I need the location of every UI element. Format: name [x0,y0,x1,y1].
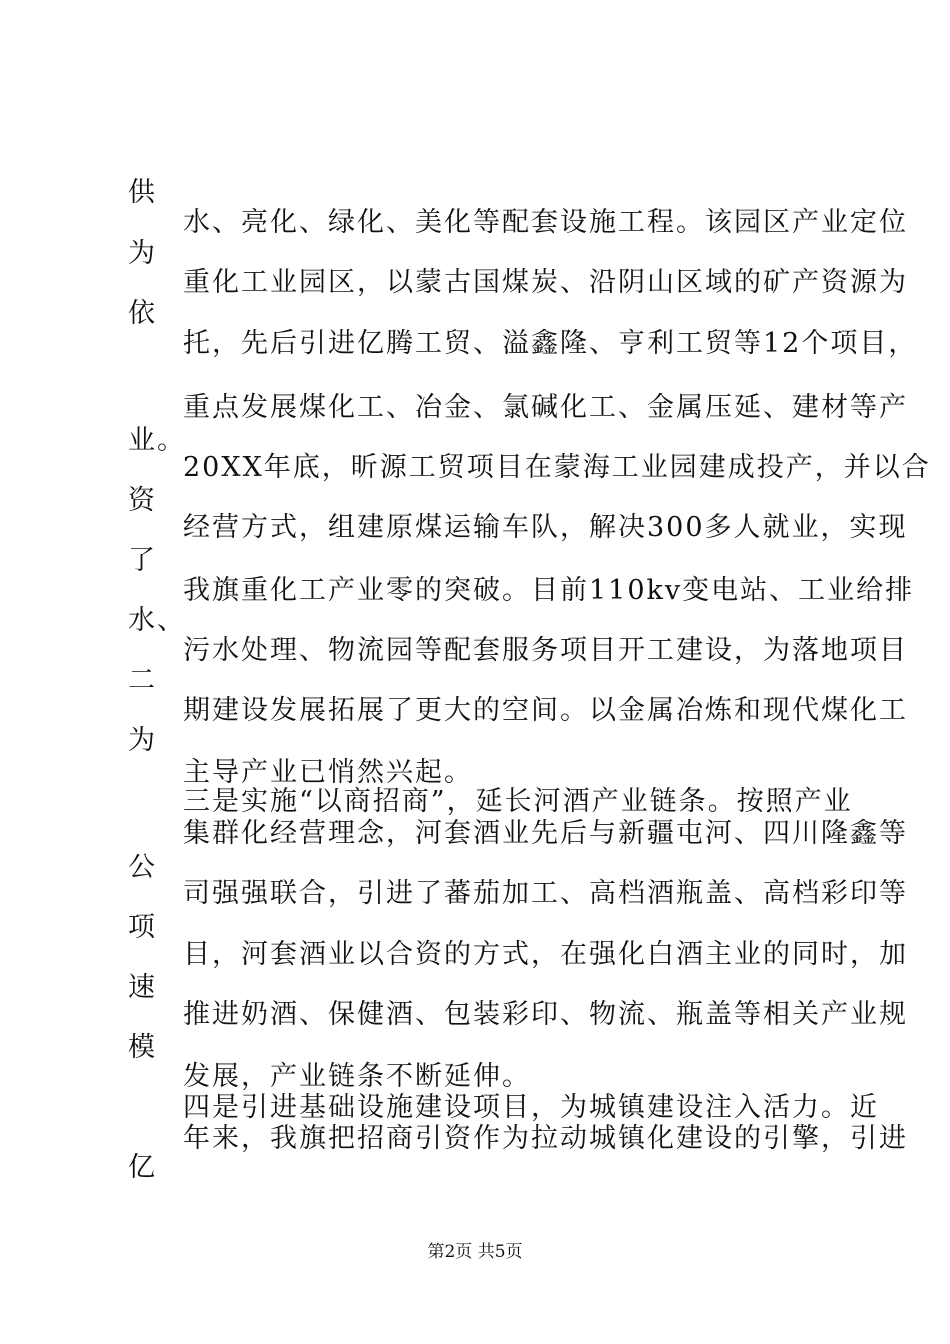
side-char: 业。 [128,425,186,456]
text-line: 发展，产业链条不断延伸。 [183,1061,531,1092]
side-char: 公 [128,852,157,883]
text-line: 期建设发展拓展了更大的空间。以金属冶炼和现代煤化工 [183,695,908,726]
text-line: 年来，我旗把招商引资作为拉动城镇化建设的引擎，引进 [183,1123,908,1154]
side-char: 为 [128,725,157,756]
text-line: 水、亮化、绿化、美化等配套设施工程。该园区产业定位 [183,207,908,238]
text-line: 重点发展煤化工、冶金、氯碱化工、金属压延、建材等产 [183,392,908,423]
side-char: 依 [128,298,157,329]
side-char: 速 [128,972,157,1003]
page-footer: 第2页 共5页 [427,1242,523,1262]
side-char: 二 [128,665,157,696]
text-line: 推进奶酒、保健酒、包装彩印、物流、瓶盖等相关产业规 [183,999,908,1030]
text-line: 20XX年底，昕源工贸项目在蒙海工业园建成投产，并以合 [183,452,931,483]
text-line: 司强强联合，引进了蕃茄加工、高档酒瓶盖、高档彩印等 [183,878,908,909]
text-line: 四是引进基础设施建设项目，为城镇建设注入活力。近 [183,1092,879,1123]
side-char: 供 [128,177,157,208]
side-char: 了 [128,545,157,576]
text-line: 集群化经营理念，河套酒业先后与新疆屯河、四川隆鑫等 [183,818,908,849]
side-char: 项 [128,912,157,943]
side-char: 模 [128,1032,157,1063]
text-line: 经营方式，组建原煤运输车队，解决300多人就业，实现 [183,512,908,543]
side-char: 亿 [128,1152,157,1183]
side-char: 资 [128,485,157,516]
text-line: 托，先后引进亿腾工贸、溢鑫隆、亨利工贸等12个项目， [183,328,918,359]
text-line: 重化工业园区，以蒙古国煤炭、沿阴山区域的矿产资源为 [183,267,908,298]
side-char: 为 [128,238,157,269]
text-line: 污水处理、物流园等配套服务项目开工建设，为落地项目 [183,635,908,666]
text-line: 目，河套酒业以合资的方式，在强化白酒主业的同时，加 [183,939,908,970]
text-line: 主导产业已悄然兴起。 [183,757,473,788]
text-line: 我旗重化工产业零的突破。目前110kv变电站、工业给排 [183,575,915,606]
side-char: 水、 [128,605,186,636]
text-line: 三是实施“以商招商”，延长河酒产业链条。按照产业 [183,786,853,817]
